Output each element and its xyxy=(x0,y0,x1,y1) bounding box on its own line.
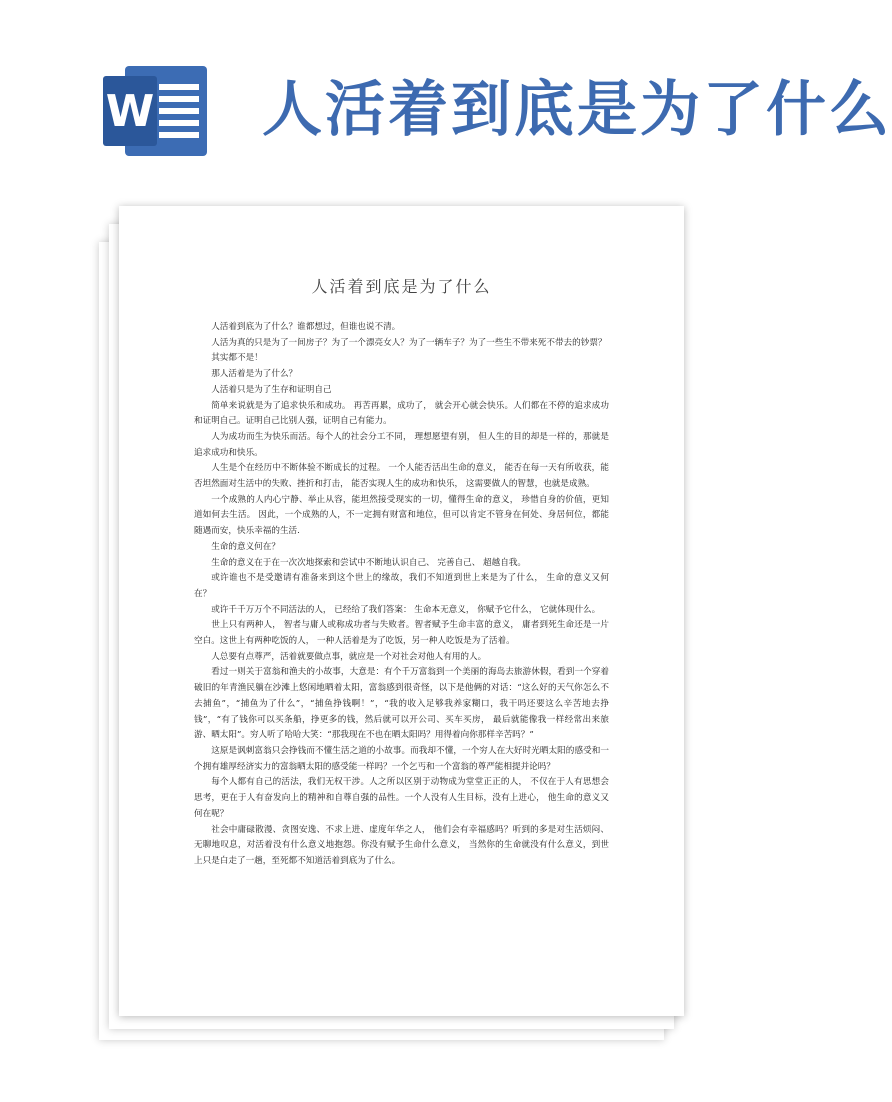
paragraph: 简单来说就是为了追求快乐和成功。 再苦再累，成功了， 就会开心就会快乐。人们都在不停的追求成功和证明自己。证明自己比别人强，证明自己有能力。 xyxy=(194,400,609,427)
paragraph: 或许谁也不是受邀请有准备来到这个世上的缘故，我们不知道到世上来是为了什么， 生命的意义又何在？ xyxy=(194,573,609,599)
banner xyxy=(0,0,892,190)
paragraph: 生命的意义在于在一次次地探索和尝试中不断地认识自己、 完善自己、 超越自我。 xyxy=(211,557,527,568)
banner-title: 人活着到底是为了什么 xyxy=(262,75,892,145)
paragraph: 其实都不是！ xyxy=(211,353,263,364)
paragraph: 人活为真的只是为了一间房子？为了一个漂亮女人？为了一辆车子？为了一些生不带来死不带去的钞票？ xyxy=(211,337,607,348)
paragraph: 看过一则关于富翁和渔夫的小故事，大意是：有个千万富翁到一个美丽的海岛去旅游休假，看到一个穿着破旧的年青渔民躺在沙滩上悠闲地晒着太阳，富翁感到很奇怪，以下是他俩的对话：“这么好的天气你怎么不去捕鱼”，“捕鱼为了什么”，“捕鱼挣钱啊！”，“我的收入足够我养家糊口，我干吗还要这么辛苦地去挣钱”，“有了钱你可以买条船，挣更多的钱，然后就可以开公司、买车买房， 最后就能像我一样经常出来旅游、晒太阳”。穷人听了哈哈大笑：“那我现在不也在晒太阳吗？用得着向你那样辛苦吗？” xyxy=(194,667,609,741)
document-page xyxy=(119,206,684,1016)
paragraph: 社会中庸碌散漫、贪图安逸、不求上进、虚度年华之人， 他们会有幸福感吗？听到的多是对生活烦闷、无聊地叹息，对活着没有什么意义地抱怨。你没有赋予生命什么意义， 当然你的生命就没有什么意义，到世上只是白走了一趟，至死都不知道活着到底为了什么。 xyxy=(194,824,609,866)
paragraph: 世上只有两种人， 智者与庸人或称成功者与失败者。智者赋予生命丰富的意义， 庸者到死生命还是一片空白。这世上有两种吃饭的人， 一种人活着是为了吃饭，另一种人吃饭是为了活着。 xyxy=(194,620,609,647)
paragraph: 那人活着是为了什么？ xyxy=(211,369,298,380)
word-document-icon xyxy=(103,66,207,156)
paragraph: 或许千千万万个不同活法的人， 已经给了我们答案： 生命本无意义， 你赋予它什么， 它就体现什么。 xyxy=(211,604,601,615)
document-body xyxy=(194,320,609,870)
paragraph: 人生是个在经历中不断体验不断成长的过程。 一个人能否活出生命的意义， 能否在每一天有所收获，能否坦然面对生活中的失败、挫折和打击， 能否实现人生的成功和快乐， 这需要做人的智慧，也就是成熟。 xyxy=(194,463,609,490)
paragraph: 人总要有点尊严，活着就要做点事，就应是一个对社会对他人有用的人。 xyxy=(211,651,487,662)
paragraph: 每个人都有自己的活法，我们无权干涉。人之所以区别于动物成为堂堂正正的人， 不仅在于人有思想会思考，更在于人有奋发向上的精神和自尊自强的品性。一个人没有人生目标，没有上进心， 他生命的意义又何在呢？ xyxy=(194,777,609,819)
paragraph: 生命的意义何在？ xyxy=(211,541,280,552)
paragraph: 人活着到底为了什么？谁都想过，但谁也说不清。 xyxy=(211,322,401,332)
paragraph: 人为成功而生为快乐而活。每个人的社会分工不同， 理想愿望有别， 但人生的目的却是一样的，那就是追求成功和快乐。 xyxy=(194,431,609,458)
word-logo-tile: W xyxy=(103,76,157,146)
paragraph: 人活着只是为了生存和证明自己 xyxy=(211,384,332,395)
paragraph: 一个成熟的人内心宁静、举止从容，能坦然接受现实的一切，懂得生命的意义， 珍惜自身的价值，更知道如何去生活。 因此，一个成熟的人，不一定拥有财富和地位，但可以肯定不管身在何处、身居何位，都能随遇而安，快乐幸福的生活. xyxy=(194,494,609,537)
paragraph: 这原是讽刺富翁只会挣钱而不懂生活之道的小故事。而我却不懂，一个穷人在大好时光晒太阳的感受和一个拥有雄厚经济实力的富翁晒太阳的感受能一样吗？一个乞丐和一个富翁的尊严能相提并论吗？ xyxy=(194,745,609,772)
document-title: 人活着到底是为了什么 xyxy=(311,277,492,296)
